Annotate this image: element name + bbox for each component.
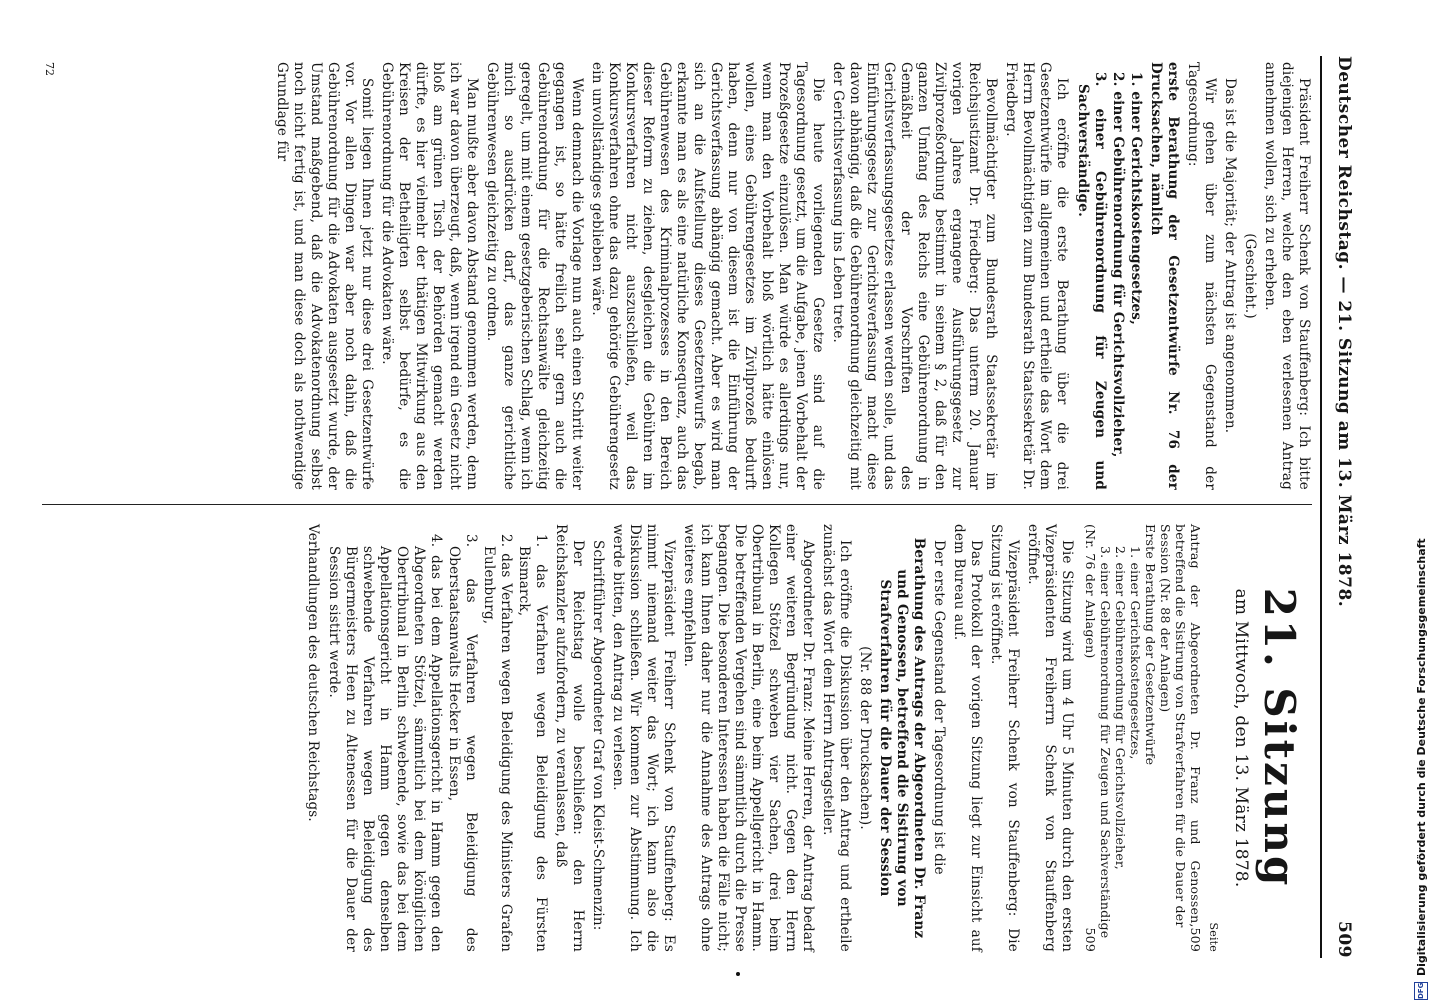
running-head-title: Deutscher Reichstag. — 21. Sitzung am 13. März 1878. [1334, 56, 1354, 608]
resolution-intro: Der Reichstag wolle beschließen: den Herrn Reichskanzler aufzufordern, zu veranlassen, daß [553, 524, 586, 952]
paragraph: (Geschieht.) [1242, 233, 1258, 319]
agenda [1083, 524, 1203, 952]
paragraph: Ich eröffne die erste Berathung über die drei Gesetzentwürfe im allgemeinen und ertheile das Wort dem Herrn Bevollmächtigten zum Bundesrath Staatssekretär Dr. Friedberg. [1003, 62, 1070, 490]
paragraph: Die Sitzung wird um 4 Uhr 5 Minuten durch den ersten Vizepräsidenten Freiherrn Schenk von Stauffenberg eröffnet. [1025, 524, 1075, 952]
agenda-sub-item: 3. einer Gebührenordnung für Zeugen und Sachverständige [1098, 546, 1113, 939]
agenda-item-list [1074, 62, 1144, 490]
running-head [1328, 56, 1358, 958]
paragraph: Wenn demnach die Vorlage nun auch einen Schritt weiter gegangen ist, so hätte freilich sehr gern auch die Gebührenordnung für die Rechtsanwälte gleichzeitig geregelt, um mit einem gesetzgeberischen Schlag, wenn ich mich so ausdrücken darf, das ganze gerichtliche Gebührenwesen gleichzeitig zu ordnen. [484, 62, 585, 490]
agenda-sub-item: 1. einer Gerichtskostengesetzes, [1128, 546, 1143, 760]
motion-title: Berathung des Antrags der Abgeordneten Dr. Franz und Genossen, betreffend die Sistirung von Strafverfahren für die Dauer der Session [877, 537, 927, 939]
list-item: 2. das Verfahren wegen Beleidigung des Ministers Grafen Eulenburg, [481, 534, 514, 952]
agenda-entry-page: 509 [1083, 927, 1098, 952]
digitization-stamp [1412, 0, 1430, 1000]
column-divider [42, 504, 1312, 505]
digitization-credit: Digitalisierung gefördert durch die Deutsche Forschungsgemeinschaft [1414, 538, 1428, 976]
session-title: 21. Sitzung [1255, 587, 1304, 889]
list-item: 1. das Verfahren wegen Beleidigung des Fürsten Bismarck, [516, 534, 549, 952]
motion-reference: (Nr. 88 der Drucksachen). [857, 646, 873, 830]
footer-line: Verhandlungen des deutschen Reichstags. [305, 524, 321, 822]
paragraph: Schriftführer Abgeordneter Graf von Kleist-Schmenzin: [590, 540, 606, 931]
agenda-entry-text: (Nr. 76 der Anlagen) [1083, 524, 1098, 659]
paragraph: Abgeordneter Dr. Franz: Meine Herren, der Antrag bedarf einer weiteren Begründung nicht. Gegen den Herrn Kollegen Stötzel schweben vier Sachen, drei beim Obertribunal in Berlin, eine beim Appellgericht in Hamm. Die betreffenden Vergehen sind sämmtlich durch die Presse begangen. Die besonderen Interessen haben die Fälle nicht; ich kann Ihnen daher nur die Annahme des Antrags ohne weiteres empfehlen. [681, 524, 816, 952]
list-item: 3. das Verfahren wegen Beleidigung des Oberstaatsanwalts Hecker in Essen, [446, 534, 479, 952]
dfg-logo-icon: DFG [1414, 982, 1428, 1000]
paragraph: Vizepräsident Freiherr Schenk von Stauffenberg: Die Sitzung ist eröffnet. [988, 524, 1021, 952]
paragraph: Das Protokoll der vorigen Sitzung liegt zur Einsicht auf dem Bureau auf. [951, 524, 984, 952]
agenda-item-title: erste Berathung der Gesetzentwürfe Nr. 76 der Drucksachen, nämlich [1148, 62, 1181, 490]
paragraph: Bevollmächtigter zum Bundesrath Staatssekretär im Reichsjustizamt Dr. Friedberg: Das unterm 20. Januar vorigen Jahres ergangene Ausführungsgesetz zur Zivilprozeßordnung bestimmt in seinem § 2, daß für den ganzen Umfang des Reichs eine Gebührenordnung in Gemäßheit der Vorschriften des Gerichtsverfassungsgesetzes erlassen werden solle, und das Einführungsgesetz zur Gerichtsverfassung macht diese davon abhängig, daß die Gebührenordnung gleichzeitig mit der Gerichtsverfassung ins Leben trete. [830, 62, 999, 490]
ink-speck [736, 972, 740, 976]
page-number: 509 [1334, 921, 1354, 958]
agenda-entry [1083, 524, 1098, 952]
list-item: 2. einer Gebührenordnung für Gerichtsvollzieher, [1110, 72, 1126, 458]
list-item: 4. das bei dem Appellationsgericht in Hamm gegen den Abgeordneten Stötzel, sämmtlich bei dem königlichen Obertribunal in Berlin schwebende, sowie das bei dem Appellationsgericht in Hamm gegen denselben schwebende Verfahren wegen Beleidigung des Bürgermeisters Heen zu Altenessen für die Dauer der Session sistirt werde. [326, 534, 444, 952]
document-page [24, 22, 1374, 972]
right-column [301, 524, 1312, 952]
header-rule [1320, 56, 1322, 958]
paragraph: Der erste Gegenstand der Tagesordnung ist die [931, 540, 947, 875]
list-item: 1. einer Gerichtskostengesetzes, [1128, 72, 1144, 325]
paragraph: Ich eröffne die Diskussion über den Antrag und ertheile zunächst das Wort dem Herrn Antragsteller. [820, 524, 853, 952]
paragraph: Man mußte aber davon Abstand genommen werden, denn ich war davon überzeugt, daß, wenn irgend ein Gesetz nicht bloß am grünen Tisch der Behörden gemacht werden dürfte, es hier vielmehr der thätigen Mitwirkung aus den Kreisen der Betheiligten selbst bedürfe, es die Gebührenordnung für die Advokaten wäre. [379, 62, 480, 490]
left-column [270, 62, 1312, 490]
signature-number: 72 [43, 62, 56, 76]
agenda-entry-text: Antrag der Abgeordneten Dr. Franz und Genossen, betreffend die Sistirung von Strafverfahren für die Dauer der Session (Nr. 88 der Anlagen) [1158, 524, 1203, 928]
agenda-sub-item: 2. einer Gebührenordnung für Gerichtsvollzieher, [1113, 546, 1128, 870]
paragraph: Wir gehen über zum nächsten Gegenstand der Tagesordnung: [1185, 62, 1218, 490]
agenda-entry-text: Erste Berathung der Gesetzentwürfe [1143, 524, 1158, 766]
agenda-entry [1158, 524, 1203, 952]
paragraph: Vizepräsident Freiherr Schenk von Stauffenberg: Es nimmt niemand weiter das Wort; ich kann also die Diskussion schließen. Wir kommen zur Abstimmung. Ich werde bitten, den Antrag zu verlesen. [610, 524, 677, 952]
paragraph: Somit liegen Ihnen jetzt nur diese drei Gesetzentwürfe vor. Vor allen Dingen war aber noch dahin, daß die Gebührenordnung für die Advokaten ausgesetzt wurde, der Umstand maßgebend, daß die Advokatenordnung selbst noch nicht fertig ist, und man diese doch als nothwendige Grundlage für [274, 62, 375, 490]
paragraph: Das ist die Majorität; der Antrag ist angenommen. [1222, 78, 1238, 434]
session-date: am Mittwoch, den 13. März 1878. [1231, 588, 1251, 888]
paragraph: Präsident Freiherr Schenk von Stauffenberg: Ich bitte diejenigen Herren, welche den eben verlesenen Antrag annehmen wollen, sich zu erheben. [1262, 62, 1312, 490]
paragraph: Die heute vorliegenden Gesetze sind auf die Tagesordnung gesetzt, um die Aufgabe, jenen Vorbehalt der Prozeßgesetze einzulösen. Man würde es allerdings nur, wenn man den Vorbehalt bloß wörtlich hätte einlösen wollen, eines Gebührengesetzes im Zivilprozeß bedurft haben, denn nur von diesem ist die Einführung der Gerichtsverfassung abhängig gemacht. Aber es wird man sich an die Aufstellung dieses Gesetzentwurfs begab, erkannte man es als eine natürliche Konsequenz, auch das Gebührenwesen des Kriminalprozesses in den Bereich dieser Reform zu ziehen, desgleichen die Gebühren im Konkursverfahren nicht auszuschließen, weil das Konkursverfahren ohne das dazu gehörige Gebührengesetz ein unvollständiges geblieben wäre. [589, 62, 826, 490]
page-column-label: Seite [1207, 922, 1220, 952]
resolution-list [325, 524, 549, 952]
list-item: 3. einer Gebührenordnung für Zeugen und Sachverständige. [1075, 72, 1108, 490]
agenda-entry-page: 509 [1188, 927, 1203, 952]
